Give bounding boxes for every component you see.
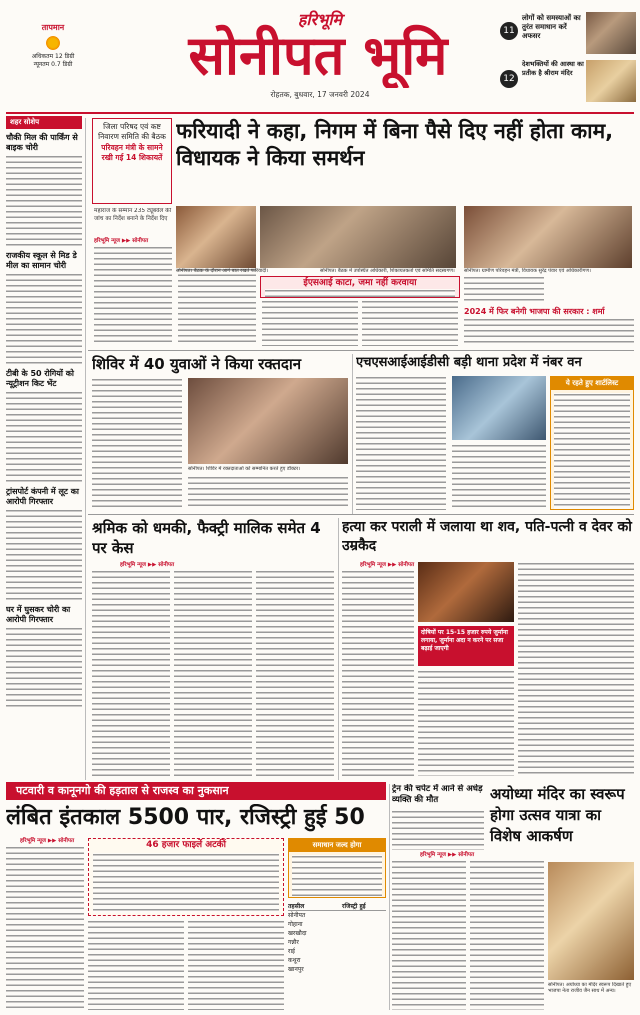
- masthead: [0, 0, 640, 112]
- weather-max: अधिकतम 12 डिग्री: [31, 53, 75, 60]
- story2-caption: सोनीपत। शिविर में रक्तदाताओं को सम्मानित करते हुए डॉक्टर।: [188, 466, 301, 472]
- story8-headline[interactable]: अयोध्या मंदिर का स्वरूप होगा उत्सव यात्रा का विशेष आकर्षण: [490, 785, 625, 845]
- story6-banner: पटवारी व कानूनगो की हड़ताल से राजस्व का नुकसान: [6, 782, 386, 800]
- divider-v2: [352, 354, 353, 514]
- sidebar-body: [6, 155, 82, 247]
- divider-1: [88, 350, 634, 351]
- story6-box2: [288, 838, 386, 898]
- story6-body-1: [6, 846, 84, 1010]
- story5-box-text: दोषियों पर 15-15 हजार रुपये जुर्माना लगाया, जुर्माना अदा न करने पर सजा बढ़ाई जाएगी: [421, 629, 508, 652]
- story4-body-3: [256, 570, 334, 776]
- table-row: खानपुर: [288, 966, 304, 973]
- table-row: खरखौदा: [288, 930, 307, 937]
- story4-byline: हरिभूमि न्यूज ▶▶ सोनीपत: [120, 562, 175, 568]
- story8-photo: [548, 862, 634, 980]
- story6-body-3: [188, 920, 284, 1010]
- story8-caption: सोनीपत। अयोध्या का मंदिर स्वरूप दिखाते हुए भाजपा नेता राजीव जैन साथ में अन्य।: [548, 982, 632, 994]
- sidebar-headline: राजकीय स्कूल से मिड डे मील का सामान चोरी: [6, 251, 77, 270]
- story5-box: [418, 626, 514, 666]
- story8-byline: हरिभूमि न्यूज ▶▶ सोनीपत: [420, 852, 475, 858]
- sidebar-body: [6, 391, 82, 483]
- lead-bullet: महाराज के सम्मान 235 ट्यूबवेल की जांच का निर्देश बनाने के निर्देश दिए: [94, 208, 172, 222]
- gavel-photo: [418, 562, 514, 622]
- sidebar-headline: टीबी के 50 रोगियों को न्यूट्रीशन किट भेंट: [6, 369, 75, 388]
- story5-body-1: [342, 570, 414, 776]
- lead-box: [260, 276, 460, 298]
- story6-box-title: 46 हजार फाइलें अटकीं: [146, 840, 226, 850]
- table-row: सोनीपत: [288, 912, 306, 919]
- teaser-2-text: देशभक्तियों की आस्था का प्रतीक है श्रीराम मंदिर: [522, 60, 584, 77]
- lead-col-5: [464, 276, 544, 304]
- sidebar-headline: ट्रांसपोर्ट कंपनी में लूट का आरोपी गिरफ्तार: [6, 487, 79, 506]
- table-row: कथूरा: [288, 957, 301, 964]
- teaser-1-photo: [586, 12, 636, 54]
- teaser-2-number: 12: [500, 70, 518, 88]
- brand-small: हरिभूमि: [297, 10, 343, 29]
- lead-headline[interactable]: फरियादी ने कहा, निगम में बिना पैसे दिए नहीं होता काम, विधायक ने किया समर्थन: [176, 119, 614, 170]
- table-row: राई: [288, 948, 295, 955]
- sidebar-body: [6, 627, 82, 707]
- table-header: [288, 902, 386, 911]
- lead-kicker-red: परिवहन मंत्री के सामने रखी गई 14 शिकायतें: [101, 143, 163, 162]
- table-col-1: तहसील: [288, 903, 305, 910]
- page-title: सोनीपत भूमि: [188, 24, 448, 87]
- lead-box-title: ईएसआई काटा, जमा नहीं करवाया: [303, 278, 417, 288]
- table-row: गन्नौर: [288, 939, 299, 946]
- story3-headline[interactable]: एचएसआईआईडीसी बड़ी थाना प्रदेश में नंबर वन: [356, 355, 582, 370]
- story3-box-body: [554, 393, 630, 510]
- registry-table: [288, 902, 386, 1010]
- story3-box: [550, 376, 634, 510]
- teaser-2[interactable]: [500, 60, 636, 104]
- divider-2: [88, 514, 634, 515]
- sidebar-headline: चौकी मिल की पार्किंग से बाइक चोरी: [6, 133, 78, 152]
- story3-photo: [452, 376, 546, 440]
- lead-caption-2: सोनीपत। बैठक में उपस्थित अधिकारी, शिकायतकर्ता एवं समिति सदस्यगण।: [320, 268, 455, 274]
- lead-side-head[interactable]: 2024 में फिर बनेगी भाजपा की सरकार : शर्मा: [464, 307, 605, 316]
- sidebar-headline: घर में घुसकर चोरी का आरोपी गिरफ्तार: [6, 605, 71, 624]
- story6-box: [88, 838, 284, 916]
- lead-photo-1: [176, 206, 256, 268]
- story5-body-2: [418, 670, 514, 776]
- sidebar-body: [6, 273, 82, 365]
- lead-caption-1: सोनीपत। बैठक के दौरान आगे बात रखते फरियादी।: [176, 268, 269, 274]
- lead-caption-3: सोनीपत। ग्रामीण परिवहन मंत्री, विधायक सुरेंद्र पंवार एवं अधिकारीगण।: [464, 268, 591, 274]
- sidebar: [6, 116, 82, 782]
- story2-body-2: [188, 476, 348, 510]
- story2-headline[interactable]: शिविर में 40 युवाओं ने किया रक्तदान: [92, 355, 302, 373]
- story3-body: [356, 376, 446, 510]
- story6-box-body: [93, 853, 279, 913]
- table-row: गोहाना: [288, 921, 303, 928]
- story4-body-2: [174, 570, 252, 776]
- weather-label: तापमान: [41, 23, 65, 32]
- story7-headline[interactable]: ट्रेन की चपेट में आने से अधेड़ व्यक्ति की मौत: [392, 784, 483, 805]
- lead-kicker-box: [92, 118, 172, 204]
- lead-col-3: [262, 300, 358, 346]
- sidebar-divider: [85, 118, 86, 780]
- story6-box2-title: समाधान जल्द होगा: [289, 839, 385, 852]
- lead-col-4: [362, 300, 458, 346]
- sun-icon: [46, 36, 60, 50]
- sidebar-story-5[interactable]: [6, 605, 82, 707]
- weather-min: न्यूनतम 0.7 डिग्री: [33, 61, 73, 68]
- story8-body-1: [392, 860, 466, 1010]
- sidebar-story-1[interactable]: [6, 133, 82, 247]
- lead-box-body: [265, 289, 455, 297]
- divider-v4: [389, 784, 390, 1010]
- lead-byline: हरिभूमि न्यूज ▶▶ सोनीपत: [94, 238, 149, 244]
- teaser-1-text: लोगों को समस्याओं का तुरंत समाधान करें अफसर: [522, 14, 581, 40]
- story3-box-title: ये रहते हुए शार्टलिस्ट: [551, 377, 633, 390]
- dateline: रोहतक, बुधवार, 17 जनवरी 2024: [270, 90, 370, 99]
- lead-photo-2: [260, 206, 456, 268]
- teaser-1[interactable]: [500, 12, 636, 56]
- teaser-2-photo: [586, 60, 636, 102]
- story4-body-1: [92, 570, 170, 776]
- sidebar-story-4[interactable]: [6, 487, 82, 601]
- story6-box2-body: [292, 855, 382, 898]
- story8-body-2: [470, 860, 544, 1010]
- story6-headline[interactable]: लंबित इंतकाल 5500 पार, रजिस्ट्री हुई 50: [6, 805, 365, 830]
- story5-byline: हरिभूमि न्यूज ▶▶ सोनीपत: [360, 562, 415, 568]
- lead-kicker: जिला परिषद एवं कष्ट निवारण समिति की बैठक: [98, 122, 166, 141]
- sidebar-header: शहर सोशेप: [6, 116, 82, 129]
- story5-body-3: [518, 562, 634, 776]
- story6-body-2: [88, 920, 184, 1010]
- sidebar-body: [6, 509, 82, 601]
- sidebar-story-3[interactable]: [6, 369, 82, 483]
- story2-photo: [188, 378, 348, 464]
- story3-body-2: [452, 444, 546, 510]
- lead-photo-3: [464, 206, 632, 268]
- story5-headline[interactable]: हत्या कर पराली में जलाया था शव, पति-पत्नी व देवर को उम्रकैद: [342, 519, 632, 554]
- lead-col-1: [94, 246, 172, 344]
- sidebar-story-2[interactable]: [6, 251, 82, 365]
- masthead-rule: [6, 112, 634, 114]
- divider-v3: [338, 518, 339, 780]
- story4-headline[interactable]: श्रमिक को धमकी, फैक्ट्री मालिक समेत 4 पर केस: [92, 519, 321, 557]
- weather-box: [14, 22, 92, 74]
- teaser-1-number: 11: [500, 22, 518, 40]
- story2-body: [92, 378, 182, 510]
- table-col-2: रजिस्ट्री हुई: [342, 903, 366, 910]
- story6-byline: हरिभूमि न्यूज ▶▶ सोनीपत: [20, 838, 75, 844]
- lead-side-body: [464, 318, 634, 346]
